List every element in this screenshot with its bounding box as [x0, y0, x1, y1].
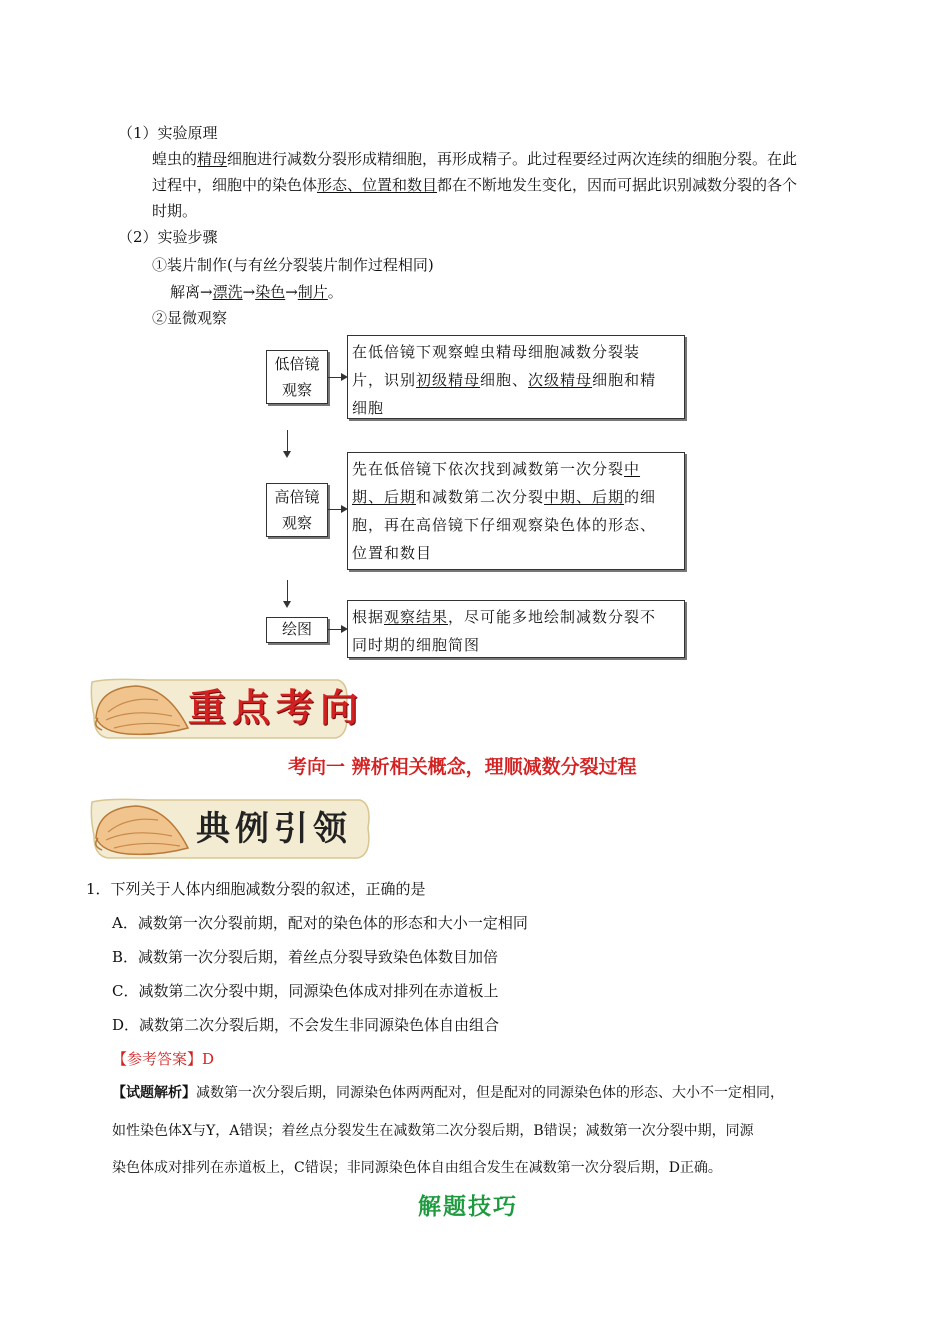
- option-d: D．减数第二次分裂后期，不会发生非同源染色体自由组合: [112, 1016, 500, 1034]
- banner-example: [88, 796, 380, 862]
- question-stem: 1．下列关于人体内细胞减数分裂的叙述，正确的是: [86, 880, 426, 898]
- tip-title: 解题技巧: [418, 1193, 518, 1220]
- high-magnification-label: 高倍镜 观察: [266, 483, 328, 537]
- banner-key-direction: [88, 676, 365, 742]
- steps-heading: （2）实验步骤: [118, 228, 218, 246]
- arrow-down-2: [287, 580, 288, 606]
- analysis-line-2: 如性染色体X与Y，A错误；着丝点分裂发生在减数第二次分裂后期，B错误；减数第一次分裂中期，同源: [112, 1123, 754, 1139]
- principle-heading: （1）实验原理: [118, 124, 218, 142]
- steps-sub-1: ①装片制作(与有丝分裂装片制作过程相同): [152, 256, 434, 274]
- analysis-line-1: 【试题解析】减数第一次分裂后期，同源染色体两两配对，但是配对的同源染色体的形态、大小不一定相同，: [112, 1085, 784, 1101]
- topic-title: 考向一 辨析相关概念，理顺减数分裂过程: [288, 756, 637, 778]
- banner-key-direction-title: 重点考向: [188, 685, 365, 730]
- principle-line-1: 蝗虫的精母细胞进行减数分裂形成精细胞，再形成精子。此过程要经过两次连续的细胞分裂。在此: [152, 150, 798, 168]
- low-magnification-box: 在低倍镜下观察蝗虫精母细胞减数分裂装 片，识别初级精母细胞、次级精母细胞和精 细胞: [347, 335, 685, 419]
- answer-line: 【参考答案】D: [112, 1050, 215, 1068]
- shell-icon: [88, 798, 198, 860]
- steps-sub-2: ②显微观察: [152, 309, 228, 327]
- arrow-right-draw: [327, 629, 346, 630]
- option-c: C．减数第二次分裂中期，同源染色体成对排列在赤道板上: [112, 982, 499, 1000]
- arrow-right-high: [327, 509, 346, 510]
- shell-icon: [88, 678, 198, 740]
- draw-box: 根据观察结果，尽可能多地绘制减数分裂不 同时期的细胞简图: [347, 600, 685, 658]
- option-b: B．减数第一次分裂后期，着丝点分裂导致染色体数目加倍: [112, 948, 499, 966]
- draw-label: 绘图: [266, 617, 328, 643]
- steps-flow: 解离→漂洗→染色→制片。: [170, 283, 343, 301]
- principle-line-3: 时期。: [152, 202, 198, 220]
- arrow-right-low: [327, 377, 346, 378]
- high-magnification-box: 先在低倍镜下依次找到减数第一次分裂中 期、后期和减数第二次分裂中期、后期的细 胞，再在高倍镜下仔细观察染色体的形态、 位置和数目: [347, 452, 685, 570]
- arrow-down-1: [287, 430, 288, 456]
- analysis-line-3: 染色体成对排列在赤道板上，C错误；非同源染色体自由组合发生在减数第一次分裂后期，D正确。: [112, 1160, 722, 1176]
- low-magnification-label: 低倍镜 观察: [266, 350, 328, 404]
- principle-line-2: 过程中，细胞中的染色体形态、位置和数目都在不断地发生变化，因而可据此识别减数分裂的各个: [152, 176, 798, 194]
- banner-example-title: 典例引领: [196, 809, 352, 849]
- option-a: A．减数第一次分裂前期，配对的染色体的形态和大小一定相同: [112, 914, 528, 932]
